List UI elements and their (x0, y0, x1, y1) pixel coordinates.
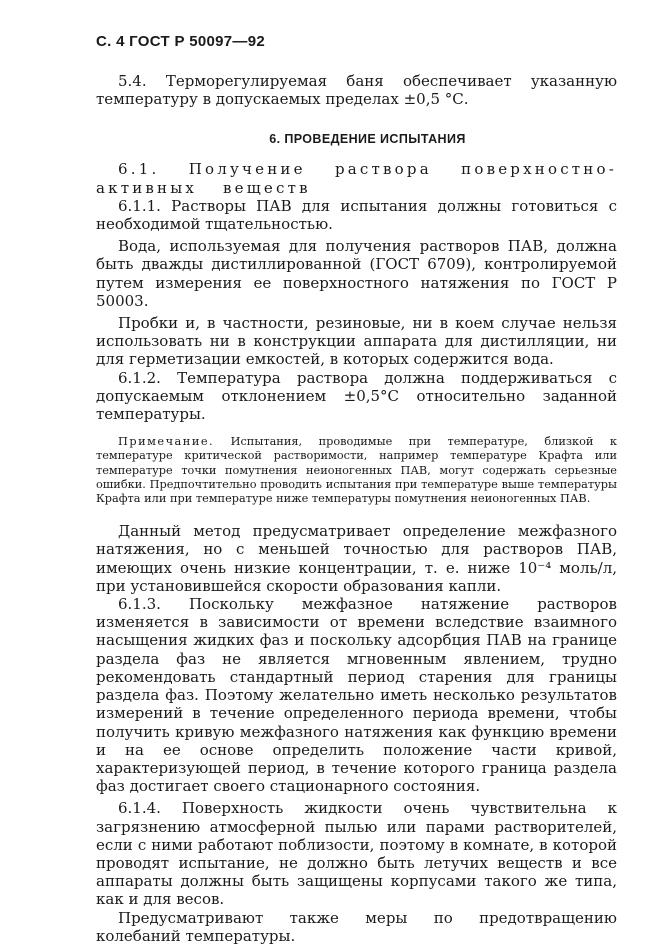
document-body (96, 72, 617, 945)
paragraph-water: Вода, используемая для получения растворов ПАВ, должна быть дважды дистиллированной (ГОСТ 6709), контролируемой путем измерения ее поверхностного натяжения по ГОСТ Р 50003. (96, 237, 617, 310)
paragraph-6-1-4: 6.1.4. Поверхность жидкости очень чувствительна к загрязнению атмосферной пылью или парами растворителей, если с ними работают поблизости, поэтому в комнате, в которой проводят испытание, не должно быть летучих веществ и все аппараты должны быть защищены корпусами такого же типа, как и для весов. (96, 799, 617, 909)
note-text: Испытания, проводимые при температуре, близкой к температуре критической растворимости, например температуре Крафта или температуре точки помутнения неионогенных ПАВ, могут содержать серьезные ошибки. Предпочтительно проводить испытания при температуре выше температуры Крафта или при температуре ниже температуры помутнения неионогенных ПАВ. (96, 435, 617, 506)
page-header: С. 4 ГОСТ Р 50097—92 (96, 33, 266, 50)
paragraph-corks: Пробки и, в частности, резиновые, ни в коем случае нельзя использовать ни в конструкции аппарата для дистилляции, ни для герметизации емкостей, в которых содержится вода. (96, 314, 617, 369)
paragraph-method: Данный метод предусматривает определение межфазного натяжения, но с меньшей точностью для растворов ПАВ, имеющих очень низкие концентрации, т. е. ниже 10⁻⁴ моль/л, при установившейся скорости образования капли. (96, 522, 617, 595)
paragraph-6-1-1: 6.1.1. Растворы ПАВ для испытания должны готовиться с необходимой тщательностью. (96, 196, 617, 234)
subsection-6-1-title: 6.1. Получение раствора поверхностно-активных веществ (96, 160, 617, 197)
note-label: Примечание. (118, 435, 215, 449)
paragraph-5-4: 5.4. Терморегулируемая баня обеспечивает указанную температуру в допускаемых пределах ±0,5 °С. (96, 72, 617, 109)
note-block (96, 435, 617, 506)
paragraph-6-1-2: 6.1.2. Температура раствора должна поддерживаться с допускаемым отклонением ±0,5°С относительно заданной температуры. (96, 368, 617, 424)
paragraph-6-1-3: 6.1.3. Поскольку межфазное натяжение растворов изменяется в зависимости от времени вследствие взаимного насыщения жидких фаз и поскольку адсорбция ПАВ на границе раздела фаз не является мгновенным явлением, трудно рекомендовать стандартный период старения для границы раздела фаз. Поэтому желательно иметь несколько результатов измерений в течение определенного периода времени, чтобы получить кривую межфазного натяжения как функцию времени и на ее основе определить положение части кривой, характеризующей период, в течение которого граница раздела фаз достигает своего стационарного состояния. (96, 595, 617, 796)
section-title: 6. ПРОВЕДЕНИЕ ИСПЫТАНИЯ (269, 132, 466, 147)
paragraph-final: Предусматривают также меры по предотвращению колебаний температуры. (96, 908, 617, 945)
